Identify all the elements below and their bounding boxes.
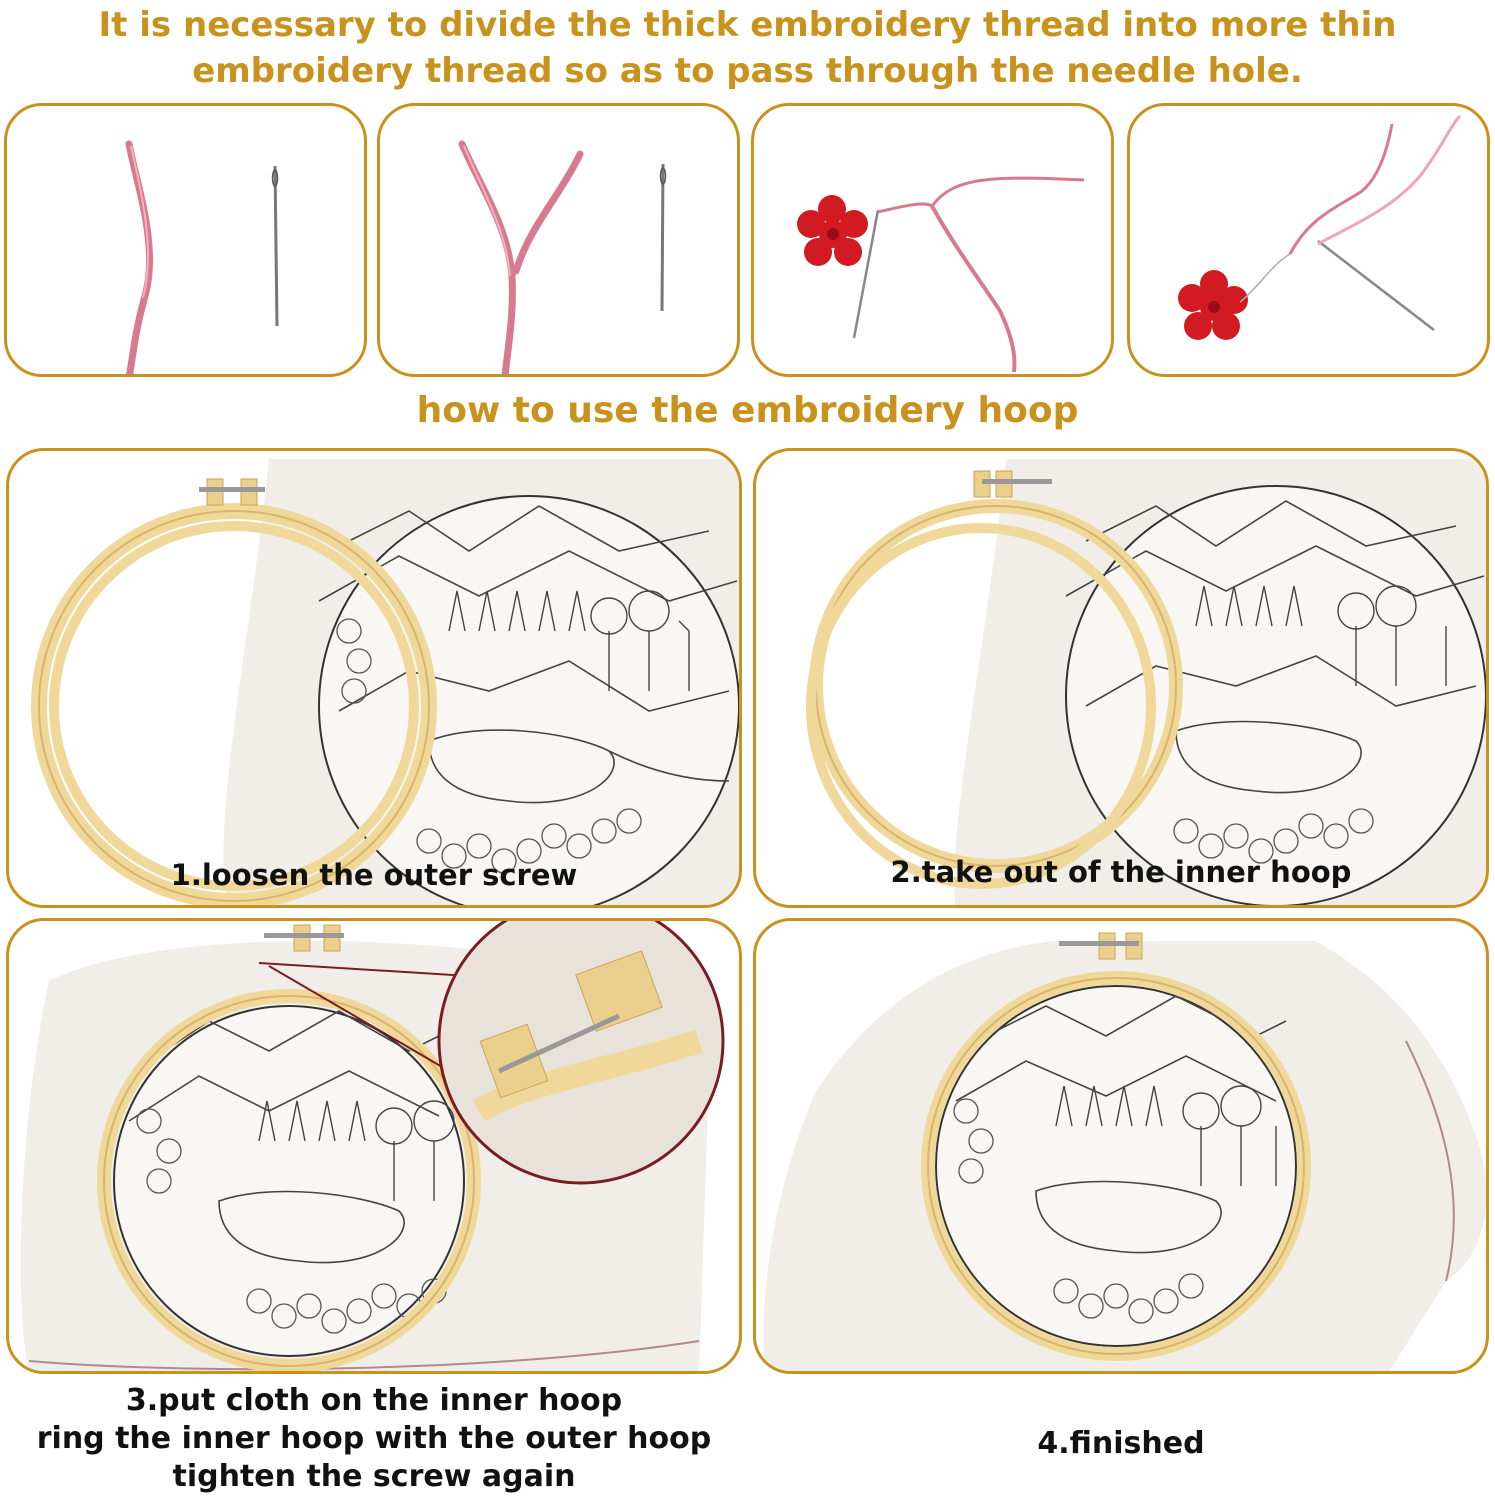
step-1-caption: 1.loosen the outer screw xyxy=(170,858,578,892)
step-3-caption-line-1: 3.put cloth on the inner hoop xyxy=(125,1383,623,1418)
step-2-caption: 2.take out of the inner hoop xyxy=(890,855,1352,889)
hoop-usage-heading: how to use the embroidery hoop xyxy=(416,390,1079,431)
step-3-panel xyxy=(6,918,742,1374)
thread-panel-2 xyxy=(377,103,740,377)
step-3-caption xyxy=(6,1382,742,1496)
thread-panel-4 xyxy=(1127,103,1490,377)
step-4-caption xyxy=(753,1425,1489,1463)
thread-panel-3 xyxy=(751,103,1114,377)
step-3-caption-line-2: ring the inner hoop with the outer hoop xyxy=(36,1421,712,1456)
thread-panel-1 xyxy=(4,103,367,377)
step-1-panel xyxy=(6,448,742,908)
step-4-caption-line: 4.finished xyxy=(1037,1426,1205,1461)
instruction-heading-line-2: embroidery thread so as to pass through the needle hole. xyxy=(192,51,1303,91)
step-3-caption-line-3: tighten the screw again xyxy=(172,1459,576,1494)
instruction-heading-line-1: It is necessary to divide the thick embroidery thread into more thin xyxy=(98,5,1397,45)
step-4-panel xyxy=(753,918,1489,1374)
step-2-panel xyxy=(753,448,1489,908)
